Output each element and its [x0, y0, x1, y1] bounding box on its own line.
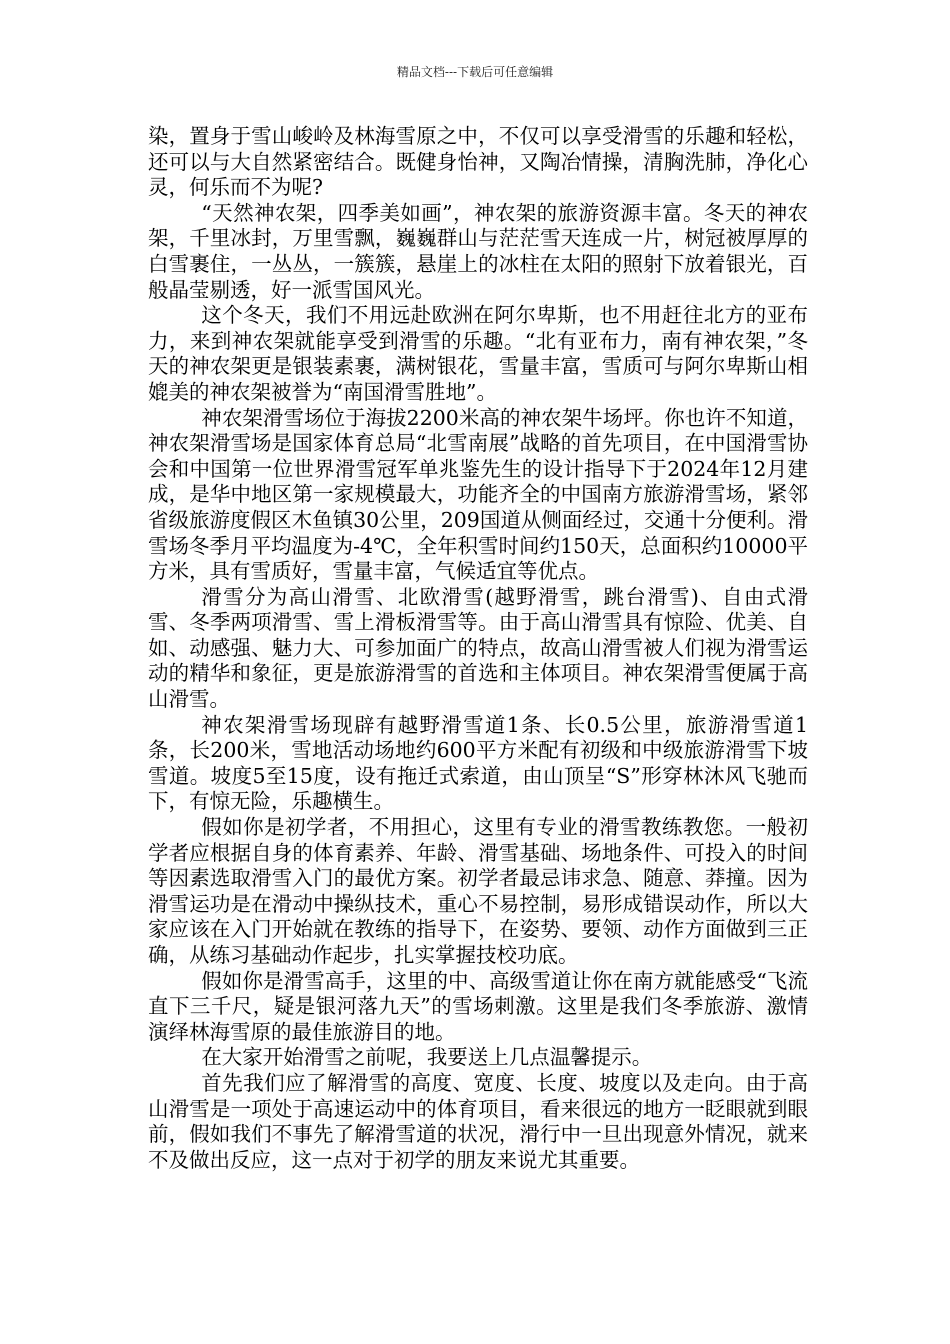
- paragraph-2: “天然神农架，四季美如画”，神农架的旅游资源丰富。冬天的神农架，千里冰封，万里雪飘，巍巍群山与茫茫雪天连成一片，树冠被厚厚的白雪裹住，一丛丛，一簇簇，悬崖上的冰柱在太阳的照射下放着银光，百般晶莹剔透，好一派雪国风光。: [148, 200, 808, 302]
- paragraph-5: 滑雪分为高山滑雪、北欧滑雪(越野滑雪，跳台滑雪)、自由式滑雪、冬季两项滑雪、雪上滑板滑雪等。由于高山滑雪具有惊险、优美、自如、动感强、魅力大、可参加面广的特点，故高山滑雪被人们视为滑雪运动的精华和象征，更是旅游滑雪的首选和主体项目。神农架滑雪便属于高山滑雪。: [148, 584, 808, 712]
- paragraph-4: 神农架滑雪场位于海拔2200米高的神农架牛场坪。你也许不知道，神农架滑雪场是国家体育总局“北雪南展”战略的首先项目，在中国滑雪协会和中国第一位世界滑雪冠军单兆鉴先生的设计指导下于2024年12月建成，是华中地区第一家规模最大，功能齐全的中国南方旅游滑雪场，紧邻省级旅游度假区木鱼镇30公里，209国道从侧面经过，交通十分便利。滑雪场冬季月平均温度为-4℃，全年积雪时间约150天，总面积约10000平方米，具有雪质好，雪量丰富，气候适宜等优点。: [148, 405, 808, 584]
- paragraph-9: 在大家开始滑雪之前呢，我要送上几点温馨提示。: [201, 1045, 653, 1070]
- paragraph-10: 首先我们应了解滑雪的高度、宽度、长度、坡度以及走向。由于高山滑雪是一项处于高速运动中的体育项目，看来很远的地方一眨眼就到眼前，假如我们不事先了解滑雪道的状况，滑行中一旦出现意外情况，就来不及做出反应，这一点对于初学的朋友来说尤其重要。: [148, 1070, 808, 1172]
- paragraph-3: 这个冬天，我们不用远赴欧洲在阿尔卑斯，也不用赶往北方的亚布力，来到神农架就能享受到滑雪的乐趣。“北有亚布力，南有神农架，”冬天的神农架更是银装素裹，满树银花，雪量丰富，雪质可与阿尔卑斯山相媲美的神农架被誉为“南国滑雪胜地”。: [148, 303, 808, 404]
- paragraph-6: 神农架滑雪场现辟有越野滑雪道1条、长0.5公里，旅游滑雪道1条，长200米，雪地活动场地约600平方米配有初级和中级旅游滑雪下坡雪道。坡度5至15度，设有拖迁式索道，由山顶呈“S”形穿林沐风飞驰而下，有惊无险，乐趣横生。: [148, 712, 808, 814]
- paragraph-7: 假如你是初学者，不用担心，这里有专业的滑雪教练教您。一般初学者应根据自身的体育素养、年龄、滑雪基础、场地条件、可投入的时间等因素选取滑雪入门的最优方案。初学者最忌讳求急、随意、莽撞。因为滑雪运功是在滑动中操纵技术，重心不易控制，易形成错误动作，所以大家应该在入门开始就在教练的指导下，在姿势、要领、动作方面做到三正确，从练习基础动作起步，扎实掌握技校功底。: [148, 815, 808, 967]
- paragraph-1: 染，置身于雪山峻岭及林海雪原之中，不仅可以享受滑雪的乐趣和轻松，还可以与大自然紧密结合。既健身怡神，又陶冶情操，清胸洗肺，净化心灵，何乐而不为呢?: [148, 124, 808, 200]
- paragraph-8: 假如你是滑雪高手，这里的中、高级雪道让你在南方就能感受“飞流直下三千尺，疑是银河落九天”的雪场刺激。这里是我们冬季旅游、激情演绎林海雪原的最佳旅游目的地。: [148, 968, 808, 1044]
- page-header: 精品文档---下载后可任意编辑: [396, 65, 554, 79]
- document-body: [148, 124, 808, 1173]
